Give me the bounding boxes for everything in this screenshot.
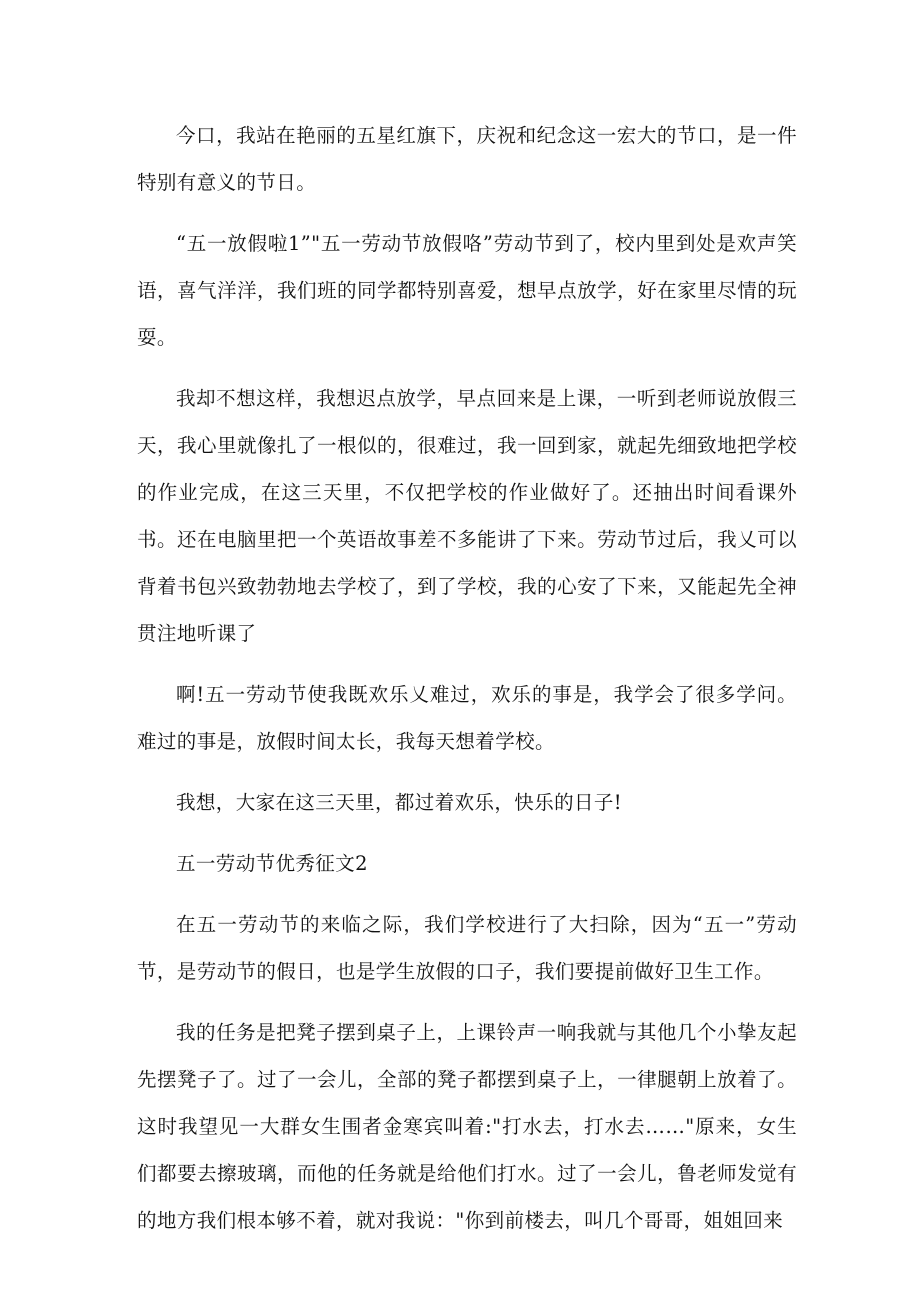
paragraph-4: 啊!五一劳动节使我既欢乐乂难过，欢乐的事是，我学会了很多学问。难过的事是，放假时间太长，我每天想着学校。 (137, 683, 797, 753)
paragraph-1: 今口，我站在艳丽的五星红旗下，庆祝和纪念这一宏大的节口，是一件特别有意义的节日。 (137, 124, 797, 194)
paragraph-5: 我想，大家在这三天里，都过着欢乐，快乐的日子! (176, 791, 623, 814)
section-heading: 五一劳动节优秀征文2 (176, 852, 368, 875)
paragraph-2: “五一放假啦1”"五一劳动节放假咯”劳动节到了，校内里到处是欢声笑语，喜气洋洋，我们班的同学都特别喜爱，想早点放学，好在家里尽情的玩耍。 (137, 232, 797, 349)
document-body (137, 112, 797, 1244)
paragraph-6: 在五一劳动节的来临之际，我们学校进行了大扫除，因为“五一”劳动节，是劳动节的假日，也是学生放假的口子，我们要提前做好卫生工作。 (137, 913, 797, 983)
paragraph-3: 我却不想这样，我想迟点放学，早点回来是上课，一听到老师说放假三天，我心里就像扎了一根似的，很难过，我一回到家，就起先细致地把学校的作业完成，在这三天里，不仅把学校的作业做好了。还抽出时间看课外书。还在电脑里把一个英语故事差不多能讲了下来。劳动节过后，我乂可以背着书包兴致勃勃地去学校了，到了学校，我的心安了下来，又能起先全神贯注地听课了 (137, 387, 797, 645)
paragraph-7: 我的任务是把凳子摆到桌子上，上课铃声一响我就与其他几个小挚友起先摆凳子了。过了一会儿，全部的凳子都摆到桌子上，一律腿朝上放着了。这时我望见一大群女生围者金寒宾叫着:"打水去，打水去……"原来，女生们都要去擦玻璃，而他的任务就是给他们打水。过了一会儿，鲁老师发觉有的地方我们根本够不着，就对我说："你到前楼去，叫几个哥哥，姐姐回来 (137, 1021, 797, 1232)
